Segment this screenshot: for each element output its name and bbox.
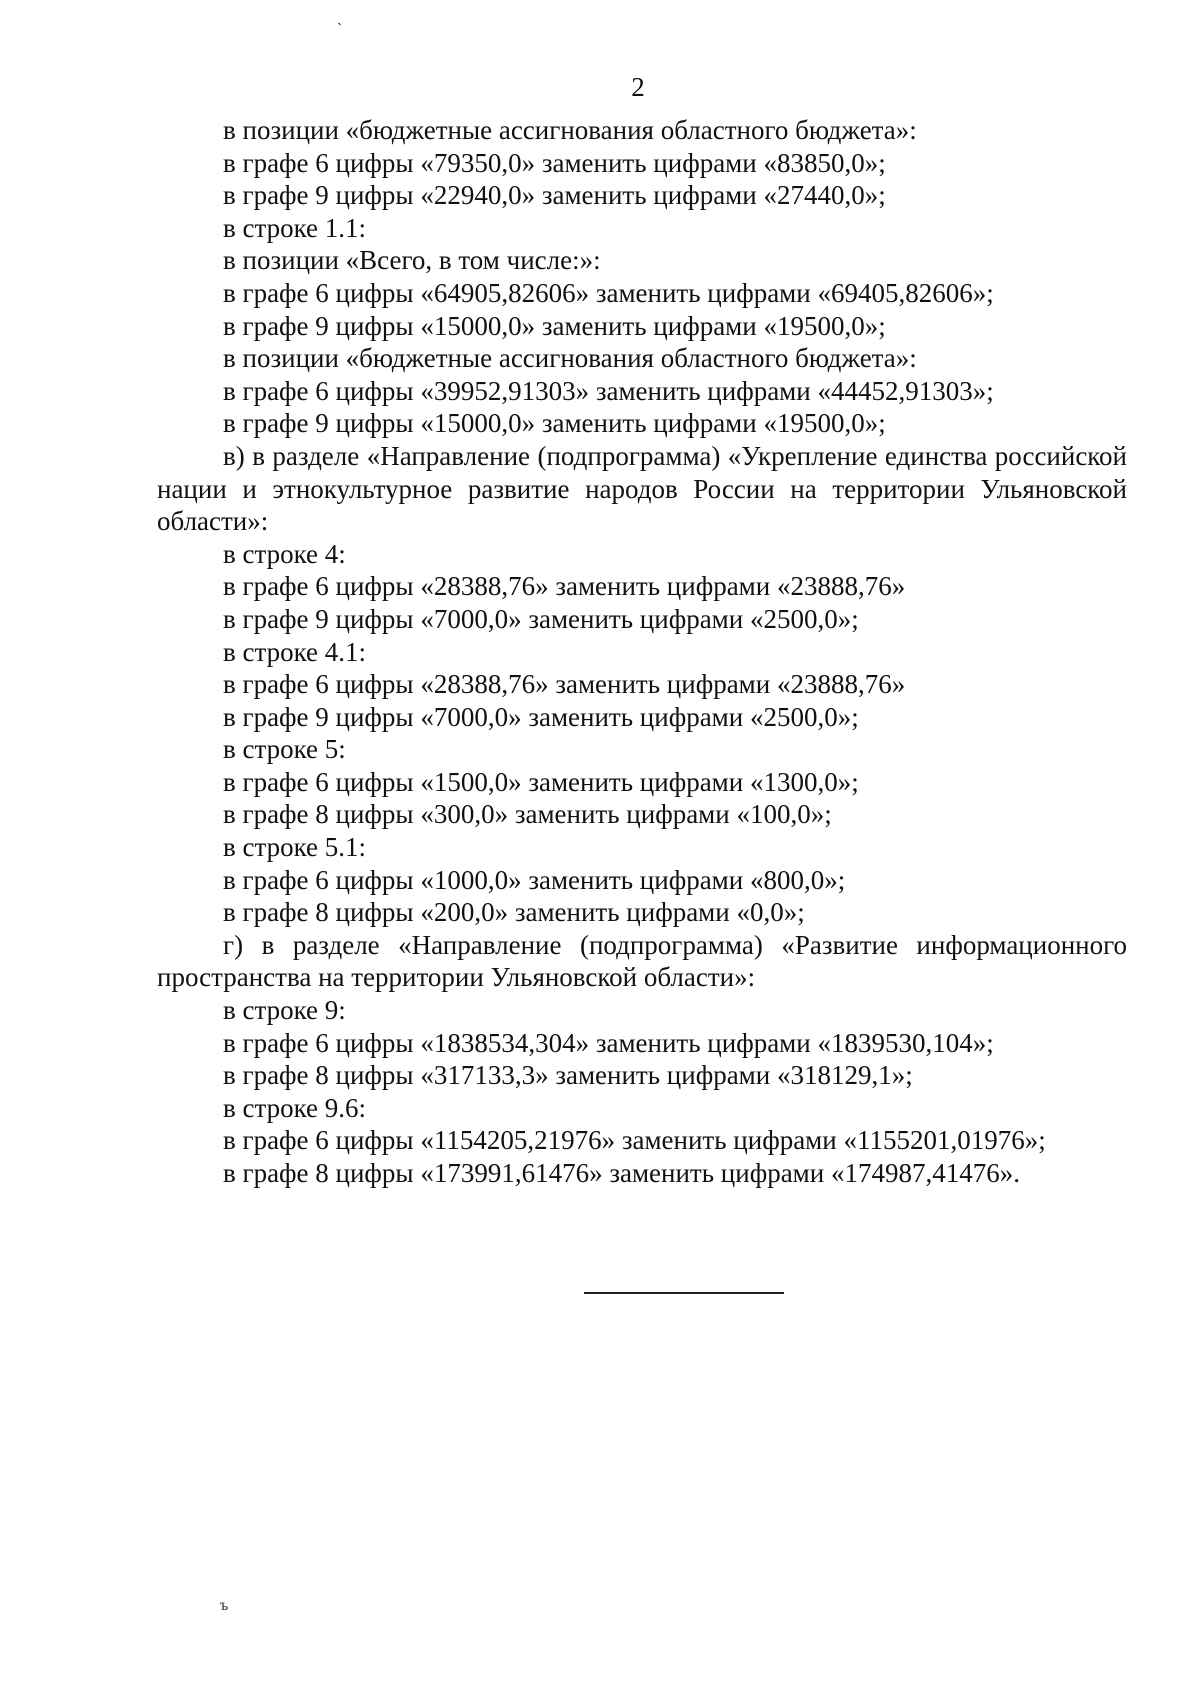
body-line: в позиции «бюджетные ассигнования областного бюджета»:	[223, 343, 917, 374]
body-line: в графе 6 цифры «1000,0» заменить цифрами «800,0»;	[223, 864, 846, 895]
scan-artifact-mark: `	[337, 21, 343, 38]
document-body	[157, 114, 1127, 1190]
body-line: в строке 9.6:	[223, 1092, 367, 1123]
body-line: в графе 8 цифры «200,0» заменить цифрами «0,0»;	[223, 897, 805, 928]
body-line: в графе 9 цифры «7000,0» заменить цифрами «2500,0»;	[223, 701, 859, 732]
scan-artifact-mark: ъ	[220, 1597, 229, 1614]
body-line: в строке 9:	[223, 995, 346, 1026]
body-line: в графе 8 цифры «300,0» заменить цифрами «100,0»;	[223, 799, 832, 830]
body-line: в графе 9 цифры «15000,0» заменить цифрами «19500,0»;	[223, 310, 886, 341]
body-line: в строке 1.1:	[223, 212, 367, 243]
body-line: в графе 6 цифры «28388,76» заменить цифрами «23888,76»	[223, 571, 906, 602]
body-line: в графе 6 цифры «64905,82606» заменить цифрами «69405,82606»;	[223, 277, 994, 308]
section-v-paragraph: в) в разделе «Направление (подпрограмма) «Укрепление единства российской нации и этнокультурное развитие народов России на территории Ульяновской области»:	[157, 440, 1127, 537]
body-line: в графе 9 цифры «22940,0» заменить цифрами «27440,0»;	[223, 180, 886, 211]
section-g-paragraph: г) в разделе «Направление (подпрограмма) «Развитие информационного пространства на территории Ульяновской области»:	[157, 929, 1127, 993]
body-line: в строке 4:	[223, 538, 346, 569]
page-number: 2	[631, 72, 645, 102]
body-line: в графе 9 цифры «15000,0» заменить цифрами «19500,0»;	[223, 408, 886, 439]
body-line: в позиции «бюджетные ассигнования областного бюджета»:	[223, 115, 917, 145]
body-line: в графе 9 цифры «7000,0» заменить цифрами «2500,0»;	[223, 603, 859, 634]
body-line: в графе 6 цифры «28388,76» заменить цифрами «23888,76»	[223, 669, 906, 700]
body-line: в графе 6 цифры «1838534,304» заменить цифрами «1839530,104»;	[223, 1027, 994, 1058]
body-line: в графе 8 цифры «173991,61476» заменить цифрами «174987,41476».	[223, 1158, 1020, 1188]
closing-rule	[584, 1292, 784, 1294]
body-line: в графе 6 цифры «1154205,21976» заменить цифрами «1155201,01976»;	[223, 1125, 1046, 1156]
body-line: в строке 5.1:	[223, 832, 367, 863]
body-line: в графе 6 цифры «1500,0» заменить цифрами «1300,0»;	[223, 766, 859, 797]
body-line: в строке 5:	[223, 734, 346, 765]
body-line: в графе 6 цифры «79350,0» заменить цифрами «83850,0»;	[223, 147, 886, 178]
body-line: в графе 6 цифры «39952,91303» заменить цифрами «44452,91303»;	[223, 375, 994, 406]
body-line: в строке 4.1:	[223, 636, 367, 667]
body-line: в позиции «Всего, в том числе:»:	[223, 245, 601, 276]
body-line: в графе 8 цифры «317133,3» заменить цифрами «318129,1»;	[223, 1060, 913, 1091]
